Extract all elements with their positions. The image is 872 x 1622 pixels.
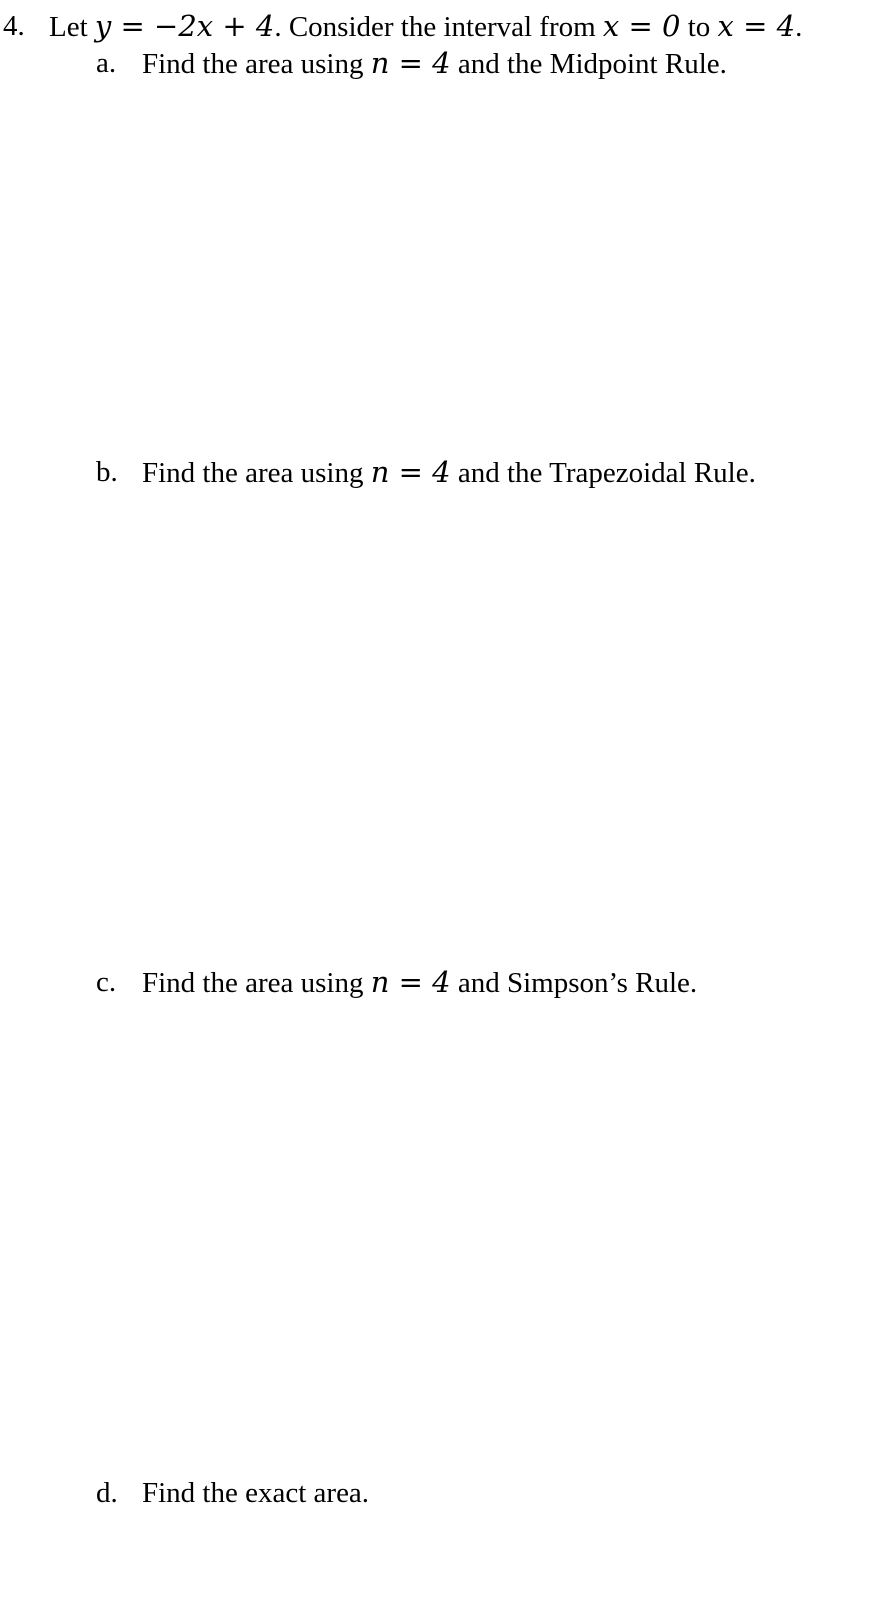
part-letter: c. (96, 966, 117, 998)
part-b-trapezoidal (0, 455, 872, 492)
part-a-midpoint (0, 46, 872, 83)
part-suffix: and Simpson’s Rule. (450, 967, 698, 999)
stem-prefix: Let (49, 11, 95, 43)
interval-start: x = 0 (602, 9, 681, 43)
part-letter: b. (96, 456, 118, 488)
part-suffix: and the Midpoint Rule. (450, 48, 727, 80)
n-expression: n = 4 (370, 965, 451, 999)
stem-end: . (795, 11, 803, 43)
part-text (142, 1479, 369, 1508)
part-prefix: Find the area using (142, 967, 371, 999)
question-stem-text (49, 9, 803, 43)
part-letter: a. (96, 47, 117, 79)
function-equation: y = −2x + 4 (94, 9, 275, 43)
n-expression: n = 4 (370, 455, 451, 489)
part-text (142, 46, 727, 80)
part-prefix: Find the area using (142, 48, 371, 80)
part-prefix: Find the area using (142, 457, 371, 489)
question-4-stem (0, 9, 872, 46)
stem-to: to (680, 11, 718, 43)
interval-end: x = 4 (717, 9, 796, 43)
part-d-exact-area (0, 1479, 872, 1513)
part-letter: d. (96, 1477, 118, 1509)
part-suffix: and the Trapezoidal Rule. (450, 457, 756, 489)
part-c-simpsons (0, 965, 872, 1002)
question-number: 4. (3, 10, 25, 42)
part-text (142, 965, 698, 999)
part-text (142, 455, 756, 489)
stem-middle: . Consider the interval from (274, 11, 603, 43)
n-expression: n = 4 (370, 46, 451, 80)
part-prefix: Find the exact area. (142, 1477, 370, 1509)
